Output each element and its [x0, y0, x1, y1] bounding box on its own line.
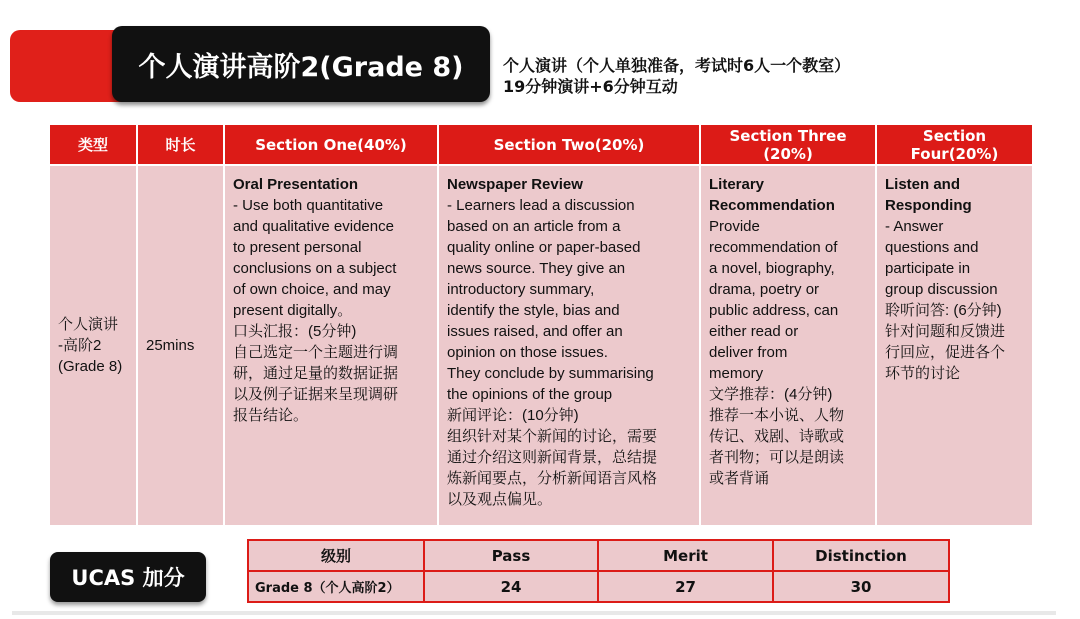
ucas-header-row: [248, 540, 949, 571]
cell-text-line: either read or: [709, 323, 799, 340]
cell-text-line: the opinions of the group: [447, 386, 613, 403]
section-three-cell: [700, 165, 876, 525]
cell-text-line: and qualitative evidence: [233, 218, 394, 235]
header-section-one: Section One(40%): [224, 125, 438, 165]
cell-text-line: participate in: [885, 260, 971, 277]
cell-text-line: issues raised, and offer an: [447, 323, 623, 340]
section-four-body: [885, 216, 1024, 384]
ucas-header-merit: Merit: [598, 540, 773, 571]
cell-text-line: 传记、戏剧、诗歌或: [709, 428, 845, 445]
ucas-pass-points: 24: [424, 571, 598, 602]
cell-text-line: present digitally。: [233, 302, 353, 319]
type-cell: [50, 165, 137, 525]
section-three-title: Literary: [709, 176, 765, 193]
cell-text-line: - Answer: [885, 218, 944, 235]
cell-text-line: opinion on those issues.: [447, 344, 608, 361]
ucas-merit-points: 27: [598, 571, 773, 602]
cell-text-line: 以及例子证据来呈现调研: [233, 386, 399, 403]
header-section-two: Section Two(20%): [438, 125, 700, 165]
cell-text-line: introductory summary,: [447, 281, 595, 298]
cell-text-line: 者刊物；可以是朗读: [709, 449, 845, 466]
cell-text-line: conclusions on a subject: [233, 260, 397, 277]
cell-text-line: 环节的讨论: [885, 365, 961, 382]
subtitle-line-2: 19分钟演讲+6分钟互动: [503, 77, 678, 96]
cell-text-line: news source. They give an: [447, 260, 626, 277]
cell-text-line: 针对问题和反馈进: [885, 323, 1006, 340]
cell-text-line: 推荐一本小说、人物: [709, 407, 845, 424]
section-four-title: Responding: [885, 197, 972, 214]
section-three-title: Recommendation: [709, 197, 835, 214]
section-two-cell: [438, 165, 700, 525]
section-four-title: Listen and: [885, 176, 961, 193]
cell-text-line: 组织针对某个新闻的讨论，需要: [447, 428, 658, 445]
cell-text-line: deliver from: [709, 344, 788, 361]
ucas-header-level: 级别: [248, 540, 424, 571]
table-row: [50, 165, 1032, 525]
subtitle-line-1: 个人演讲（个人单独准备，考试时6人一个教室）: [503, 56, 851, 75]
cell-text-line: quality online or paper-based: [447, 239, 641, 256]
section-four-cell: [876, 165, 1032, 525]
cell-text-line: drama, poetry or: [709, 281, 820, 298]
type-line: (Grade 8): [58, 358, 123, 375]
section-one-body: [233, 195, 429, 426]
page-title: 个人演讲高阶2(Grade 8): [112, 26, 490, 102]
cell-text-line: 口头汇报：(5分钟): [233, 323, 357, 340]
cell-text-line: based on an article from a: [447, 218, 621, 235]
cell-text-line: public address, can: [709, 302, 839, 319]
cell-text-line: 新闻评论：(10分钟): [447, 407, 579, 424]
ucas-header-pass: Pass: [424, 540, 598, 571]
cell-text-line: 文学推荐：(4分钟): [709, 386, 833, 403]
cell-text-line: Provide: [709, 218, 760, 235]
header-type: 类型: [50, 125, 137, 165]
header-section-four: Section Four(20%): [876, 125, 1032, 165]
cell-text-line: memory: [709, 365, 764, 382]
cell-text-line: 通过介绍这则新闻背景，总结提: [447, 449, 658, 466]
cell-text-line: 报告结论。: [233, 407, 309, 424]
type-line: 个人演讲: [58, 316, 119, 333]
ucas-grade: Grade 8（个人高阶2）: [248, 571, 424, 602]
cell-text-line: identify the style, bias and: [447, 302, 620, 319]
cell-text-line: group discussion: [885, 281, 998, 298]
cell-text-line: 或者背诵: [709, 470, 770, 487]
section-two-body: [447, 195, 691, 510]
cell-text-line: to present personal: [233, 239, 362, 256]
section-one-cell: [224, 165, 438, 525]
subtitle: [503, 55, 850, 97]
ucas-distinction-points: 30: [773, 571, 949, 602]
cell-text-line: questions and: [885, 239, 979, 256]
cell-text-line: 自己选定一个主题进行调: [233, 344, 399, 361]
cell-text-line: - Learners lead a discussion: [447, 197, 635, 214]
cell-text-line: They conclude by summarising: [447, 365, 654, 382]
ucas-header-distinction: Distinction: [773, 540, 949, 571]
table-header-row: [50, 125, 1032, 165]
cell-text-line: of own choice, and may: [233, 281, 391, 298]
section-two-title: Newspaper Review: [447, 176, 583, 193]
ucas-label: UCAS 加分: [50, 552, 206, 602]
footer-divider: [12, 611, 1056, 615]
header-section-three: Section Three (20%): [700, 125, 876, 165]
cell-text-line: 研，通过足量的数据证据: [233, 365, 399, 382]
duration-cell: 25mins: [137, 165, 224, 525]
cell-text-line: recommendation of: [709, 239, 838, 256]
exam-structure-table: [50, 125, 1032, 525]
section-one-title: Oral Presentation: [233, 176, 359, 193]
section-three-body: [709, 216, 867, 489]
type-line: -高阶2: [58, 337, 102, 354]
cell-text-line: a novel, biography,: [709, 260, 835, 277]
table-row: [248, 571, 949, 602]
cell-text-line: 炼新闻要点，分析新闻语言风格: [447, 470, 658, 487]
cell-text-line: 以及观点偏见。: [447, 491, 553, 508]
header-duration: 时长: [137, 125, 224, 165]
ucas-points-table: [247, 539, 950, 603]
cell-text-line: - Use both quantitative: [233, 197, 384, 214]
cell-text-line: 聆听问答: (6分钟): [885, 302, 1002, 319]
cell-text-line: 行回应，促进各个: [885, 344, 1006, 361]
